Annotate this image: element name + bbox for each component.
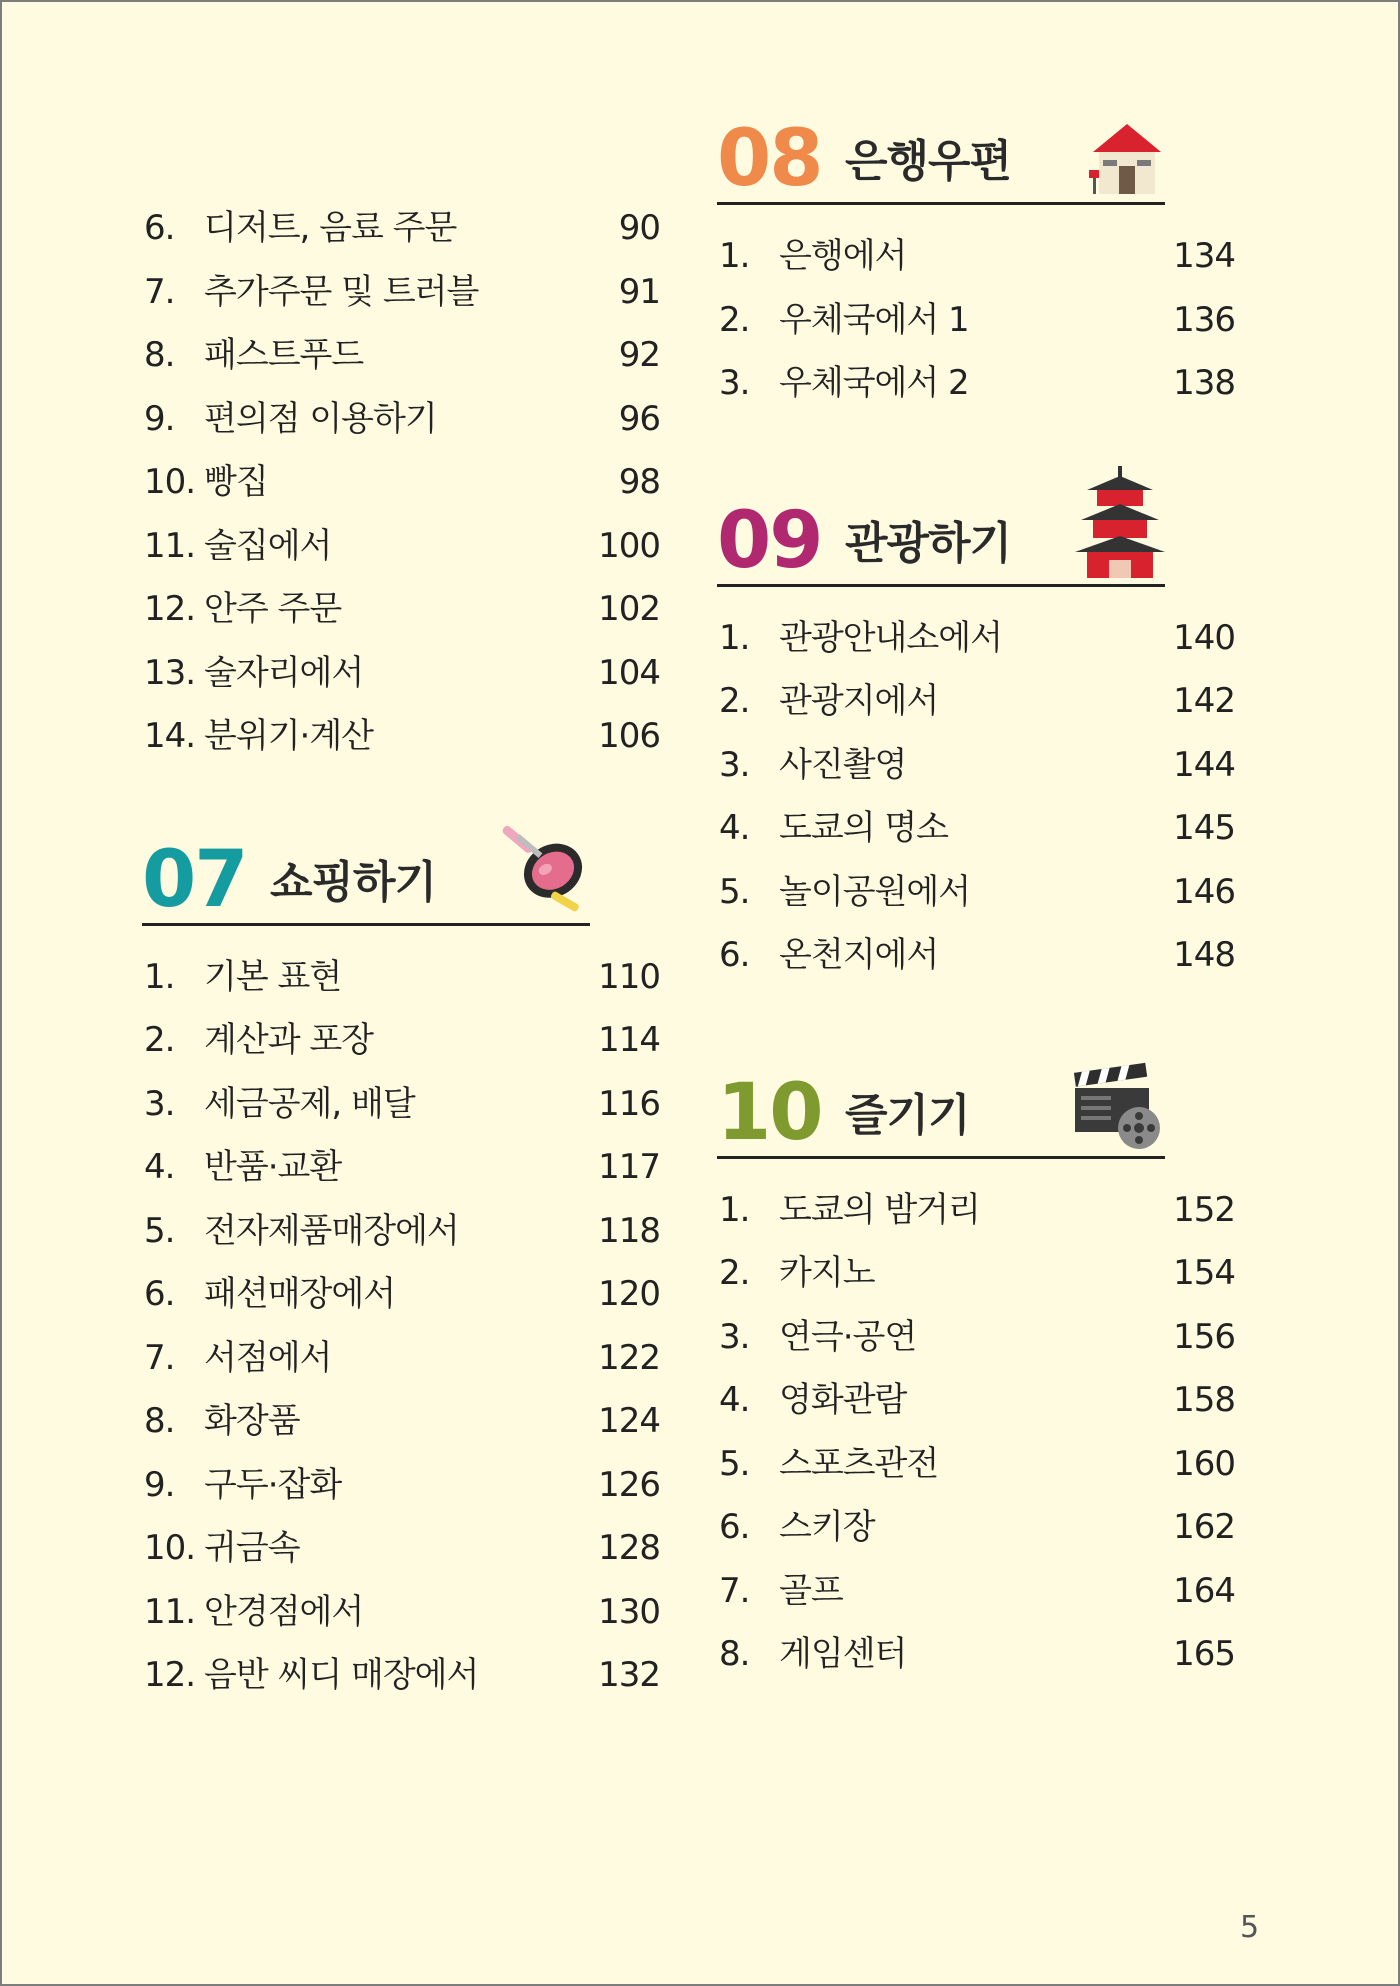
makeup-compact-icon <box>494 821 590 921</box>
entry-number: 3. <box>144 1083 175 1124</box>
entry-title: 안주 주문 <box>204 589 342 629</box>
entry-page-number: 90 <box>618 208 660 248</box>
entry-page-number: 165 <box>1173 1634 1235 1674</box>
entry-number: 5. <box>719 871 750 912</box>
toc-entry[interactable] <box>142 1075 662 1139</box>
chapter-title: 관광하기 <box>845 517 1012 569</box>
entry-number: 6. <box>719 1507 750 1547</box>
entry-number: 12. <box>144 589 196 629</box>
entry-title: 영화관람 <box>779 1380 907 1420</box>
chapter-number: 07 <box>142 834 247 925</box>
toc-entry[interactable] <box>142 390 662 454</box>
toc-entry[interactable] <box>717 736 1237 800</box>
chapter-10-list <box>717 1181 1237 1689</box>
chapter-number: 10 <box>717 1067 822 1158</box>
entry-number: 5. <box>719 1443 750 1484</box>
toc-entry[interactable] <box>717 1244 1237 1308</box>
entry-page-number: 162 <box>1173 1507 1235 1547</box>
entry-page-number: 98 <box>618 462 660 502</box>
toc-entry[interactable] <box>142 580 662 644</box>
entry-page-number: 117 <box>598 1147 660 1187</box>
entry-page-number: 145 <box>1173 808 1235 848</box>
entry-number: 10. <box>144 1528 196 1568</box>
entry-title: 사진촬영 <box>779 744 907 785</box>
entry-title: 온천지에서 <box>779 935 939 975</box>
chapter-09-list <box>717 609 1237 990</box>
toc-entry[interactable] <box>717 1562 1237 1626</box>
entry-number: 6. <box>144 1274 175 1314</box>
toc-entry[interactable] <box>717 1498 1237 1562</box>
entry-title: 스키장 <box>779 1507 875 1547</box>
entry-title: 편의점 이용하기 <box>204 398 437 439</box>
toc-entry[interactable] <box>717 1181 1237 1245</box>
toc-entry[interactable] <box>142 263 662 327</box>
entry-number: 3. <box>719 744 750 785</box>
toc-entry[interactable] <box>717 291 1237 355</box>
toc-entry[interactable] <box>717 926 1237 990</box>
right-column <box>717 114 1237 1689</box>
toc-entry[interactable] <box>142 644 662 708</box>
toc-entry[interactable] <box>142 1646 662 1710</box>
entry-number: 3. <box>719 363 750 403</box>
entry-number: 6. <box>144 208 175 248</box>
entry-number: 13. <box>144 652 196 693</box>
toc-entry[interactable] <box>717 609 1237 673</box>
entry-number: 8. <box>144 1401 175 1441</box>
chapter-title: 쇼핑하기 <box>270 856 437 908</box>
chapter-08-header <box>717 102 1165 205</box>
entry-number: 4. <box>144 1147 175 1187</box>
entry-title: 세금공제, 배달 <box>204 1083 415 1124</box>
entry-title: 서점에서 <box>204 1337 332 1378</box>
entry-number: 12. <box>144 1655 196 1695</box>
toc-entry[interactable] <box>717 1625 1237 1689</box>
chapter-07-header <box>142 823 590 926</box>
toc-entry[interactable] <box>142 453 662 517</box>
chapter-title: 즐기기 <box>845 1089 970 1141</box>
entry-title: 스포츠관전 <box>779 1443 939 1484</box>
entry-page-number: 140 <box>1173 617 1235 658</box>
entry-page-number: 164 <box>1173 1570 1235 1611</box>
entry-page-number: 156 <box>1173 1316 1235 1357</box>
entry-page-number: 116 <box>598 1083 660 1124</box>
toc-entry[interactable] <box>142 1265 662 1329</box>
entry-title: 골프 <box>779 1570 843 1611</box>
entry-number: 1. <box>719 236 750 276</box>
toc-entry[interactable] <box>142 1392 662 1456</box>
entry-title: 은행에서 <box>779 236 907 276</box>
entry-title: 패스트푸드 <box>204 335 364 375</box>
chapter-number: 09 <box>717 495 822 586</box>
entry-page-number: 118 <box>598 1210 660 1251</box>
entry-title: 귀금속 <box>204 1528 300 1568</box>
entry-title: 게임센터 <box>779 1634 907 1674</box>
entry-page-number: 142 <box>1173 681 1235 721</box>
entry-title: 화장품 <box>204 1401 300 1441</box>
entry-number: 7. <box>144 271 175 312</box>
toc-entry[interactable] <box>142 1011 662 1075</box>
toc-entry[interactable] <box>142 517 662 581</box>
toc-list-continued <box>142 199 662 771</box>
entry-number: 3. <box>719 1316 750 1357</box>
entry-title: 패션매장에서 <box>204 1274 396 1314</box>
entry-title: 카지노 <box>779 1253 875 1293</box>
entry-number: 9. <box>144 398 175 439</box>
entry-number: 8. <box>144 335 175 375</box>
entry-number: 1. <box>144 956 175 997</box>
chapter-07-list <box>142 948 662 1710</box>
toc-entry[interactable] <box>717 227 1237 291</box>
entry-page-number: 102 <box>598 589 660 629</box>
entry-title: 연극·공연 <box>779 1316 917 1357</box>
entry-number: 5. <box>144 1210 175 1251</box>
bank-building-icon <box>1089 120 1165 200</box>
chapter-08-list <box>717 227 1237 418</box>
entry-page-number: 110 <box>598 956 660 997</box>
entry-page-number: 158 <box>1173 1380 1235 1420</box>
entry-title: 반품·교환 <box>204 1147 342 1187</box>
entry-page-number: 120 <box>598 1274 660 1314</box>
entry-page-number: 144 <box>1173 744 1235 785</box>
toc-entry[interactable] <box>142 1138 662 1202</box>
entry-title: 술집에서 <box>204 525 332 566</box>
entry-page-number: 126 <box>598 1464 660 1505</box>
chapter-10-header <box>717 1048 1165 1159</box>
entry-page-number: 114 <box>598 1020 660 1060</box>
entry-page-number: 128 <box>598 1528 660 1568</box>
entry-page-number: 146 <box>1173 871 1235 912</box>
entry-title: 디저트, 음료 주문 <box>204 208 457 248</box>
entry-title: 우체국에서 1 <box>779 299 969 340</box>
entry-page-number: 132 <box>598 1655 660 1695</box>
entry-title: 도쿄의 밤거리 <box>779 1189 980 1230</box>
entry-title: 관광지에서 <box>779 681 939 721</box>
entry-page-number: 136 <box>1173 299 1235 340</box>
entry-title: 빵집 <box>204 462 268 502</box>
entry-page-number: 106 <box>598 716 660 756</box>
entry-page-number: 92 <box>618 335 660 375</box>
toc-entry[interactable] <box>717 672 1237 736</box>
entry-title: 놀이공원에서 <box>779 871 971 912</box>
entry-number: 10. <box>144 462 196 502</box>
entry-page-number: 91 <box>618 271 660 312</box>
entry-page-number: 100 <box>598 525 660 566</box>
toc-entry[interactable] <box>142 199 662 263</box>
entry-page-number: 160 <box>1173 1443 1235 1484</box>
toc-entry[interactable] <box>717 863 1237 927</box>
toc-entry[interactable] <box>142 948 662 1012</box>
entry-number: 11. <box>144 1591 196 1632</box>
toc-entry[interactable] <box>142 1202 662 1266</box>
film-clapper-icon <box>1069 1058 1165 1154</box>
entry-number: 9. <box>144 1464 175 1505</box>
page-number: 5 <box>1240 1910 1260 1945</box>
entry-number: 2. <box>719 1253 750 1293</box>
entry-page-number: 122 <box>598 1337 660 1378</box>
toc-entry[interactable] <box>717 1371 1237 1435</box>
entry-number: 1. <box>719 617 750 658</box>
toc-entry[interactable] <box>717 1435 1237 1499</box>
entry-number: 7. <box>144 1337 175 1378</box>
entry-page-number: 124 <box>598 1401 660 1441</box>
entry-number: 6. <box>719 935 750 975</box>
entry-number: 1. <box>719 1189 750 1230</box>
chapter-title: 은행우편 <box>845 136 1012 187</box>
toc-entry[interactable] <box>142 707 662 771</box>
entry-page-number: 138 <box>1173 363 1235 403</box>
toc-entry[interactable] <box>142 1329 662 1393</box>
entry-title: 분위기·계산 <box>204 716 374 756</box>
entry-number: 4. <box>719 1380 750 1420</box>
entry-page-number: 130 <box>598 1591 660 1632</box>
entry-number: 7. <box>719 1570 750 1611</box>
entry-number: 2. <box>719 299 750 340</box>
entry-page-number: 104 <box>598 652 660 693</box>
toc-entry[interactable] <box>142 326 662 390</box>
entry-number: 2. <box>144 1020 175 1060</box>
entry-page-number: 134 <box>1173 236 1235 276</box>
entry-title: 우체국에서 2 <box>779 363 969 403</box>
entry-title: 관광안내소에서 <box>779 617 1002 658</box>
entry-page-number: 96 <box>618 398 660 439</box>
entry-title: 추가주문 및 트러블 <box>204 271 479 312</box>
entry-title: 전자제품매장에서 <box>204 1210 459 1251</box>
entry-number: 2. <box>719 681 750 721</box>
entry-title: 기본 표현 <box>204 956 342 997</box>
entry-number: 8. <box>719 1634 750 1674</box>
toc-entry[interactable] <box>142 1583 662 1647</box>
entry-title: 술자리에서 <box>204 652 364 693</box>
entry-title: 음반 씨디 매장에서 <box>204 1655 479 1695</box>
left-column <box>142 199 662 1710</box>
entry-title: 계산과 포장 <box>204 1020 374 1060</box>
pagoda-icon <box>1075 466 1165 582</box>
chapter-number: 08 <box>717 114 822 204</box>
entry-title: 안경점에서 <box>204 1591 364 1632</box>
entry-number: 14. <box>144 716 196 756</box>
entry-page-number: 152 <box>1173 1189 1235 1230</box>
entry-page-number: 154 <box>1173 1253 1235 1293</box>
entry-title: 도쿄의 명소 <box>779 808 949 848</box>
entry-page-number: 148 <box>1173 935 1235 975</box>
entry-title: 구두·잡화 <box>204 1464 342 1505</box>
toc-entry[interactable] <box>717 354 1237 418</box>
toc-entry[interactable] <box>717 799 1237 863</box>
entry-number: 11. <box>144 525 196 566</box>
toc-entry[interactable] <box>142 1519 662 1583</box>
toc-entry[interactable] <box>717 1308 1237 1372</box>
chapter-09-header <box>717 476 1165 587</box>
toc-entry[interactable] <box>142 1456 662 1520</box>
entry-number: 4. <box>719 808 750 848</box>
